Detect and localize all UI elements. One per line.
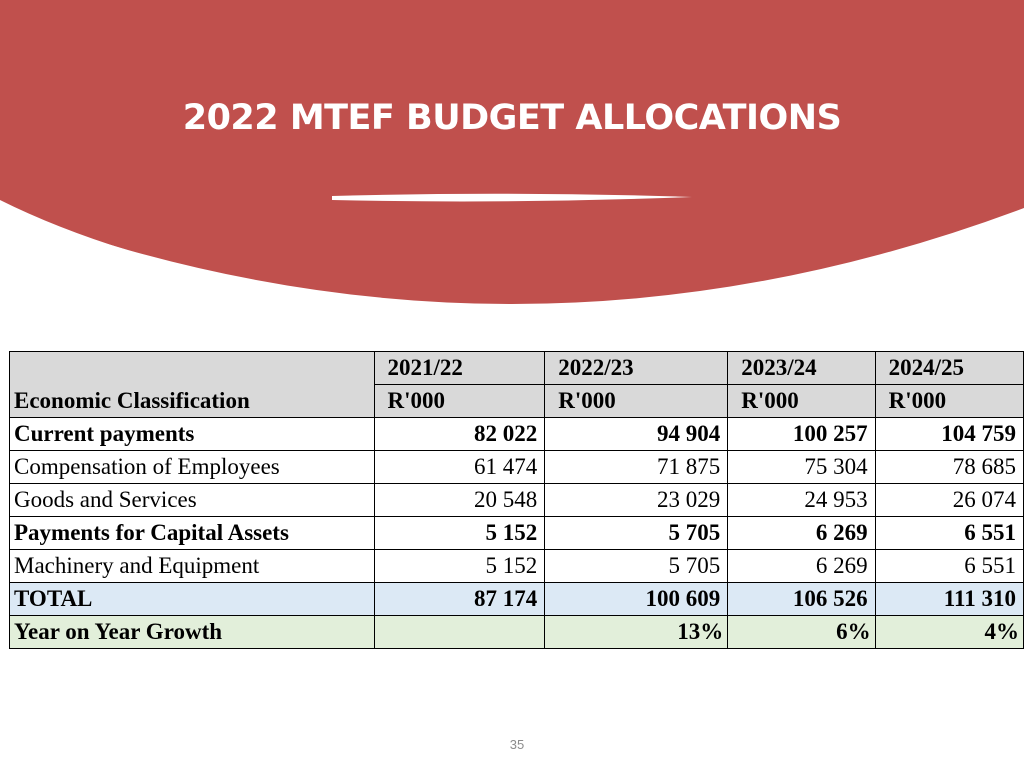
row-label: Current payments — [10, 418, 375, 451]
row-label: Machinery and Equipment — [10, 550, 375, 583]
row-value — [374, 616, 545, 649]
row-label: TOTAL — [10, 583, 375, 616]
row-value: 26 074 — [875, 484, 1023, 517]
growth-row — [10, 616, 1024, 649]
row-value: 5 152 — [374, 550, 545, 583]
slide-title: 2022 MTEF BUDGET ALLOCATIONS — [182, 98, 842, 138]
row-value: 111 310 — [875, 583, 1023, 616]
year-header: 2021/22 — [374, 352, 545, 385]
row-value: 13% — [545, 616, 728, 649]
row-value: 23 029 — [545, 484, 728, 517]
total-row — [10, 583, 1024, 616]
row-value: 75 304 — [728, 451, 875, 484]
row-value: 100 257 — [728, 418, 875, 451]
year-header: 2024/25 — [875, 352, 1023, 385]
table-header-years — [10, 352, 1024, 385]
row-value: 6 269 — [728, 550, 875, 583]
year-header: 2023/24 — [728, 352, 875, 385]
unit-header: R'000 — [728, 385, 875, 418]
row-value: 100 609 — [545, 583, 728, 616]
row-value: 78 685 — [875, 451, 1023, 484]
unit-header: R'000 — [374, 385, 545, 418]
row-value: 5 152 — [374, 517, 545, 550]
unit-header: R'000 — [875, 385, 1023, 418]
row-value: 24 953 — [728, 484, 875, 517]
row-value: 61 474 — [374, 451, 545, 484]
unit-header: R'000 — [545, 385, 728, 418]
year-header: 2022/23 — [545, 352, 728, 385]
row-value: 6 269 — [728, 517, 875, 550]
budget-table — [9, 351, 1024, 649]
row-value: 87 174 — [374, 583, 545, 616]
row-value: 104 759 — [875, 418, 1023, 451]
page-number: 35 — [509, 737, 525, 752]
row-label: Payments for Capital Assets — [10, 517, 375, 550]
row-value: 20 548 — [374, 484, 545, 517]
table-row — [10, 418, 1024, 451]
title-banner — [0, 0, 1024, 340]
row-value: 71 875 — [545, 451, 728, 484]
row-label: Compensation of Employees — [10, 451, 375, 484]
row-value: 6 551 — [875, 517, 1023, 550]
row-value: 4% — [875, 616, 1023, 649]
row-value: 5 705 — [545, 517, 728, 550]
row-label: Goods and Services — [10, 484, 375, 517]
row-value: 6 551 — [875, 550, 1023, 583]
table-row — [10, 451, 1024, 484]
row-value: 82 022 — [374, 418, 545, 451]
row-label: Year on Year Growth — [10, 616, 375, 649]
table-row — [10, 517, 1024, 550]
row-value: 94 904 — [545, 418, 728, 451]
table-row — [10, 550, 1024, 583]
row-value: 6% — [728, 616, 875, 649]
row-value: 5 705 — [545, 550, 728, 583]
table-row — [10, 484, 1024, 517]
row-value: 106 526 — [728, 583, 875, 616]
classification-header: Economic Classification — [10, 352, 375, 418]
